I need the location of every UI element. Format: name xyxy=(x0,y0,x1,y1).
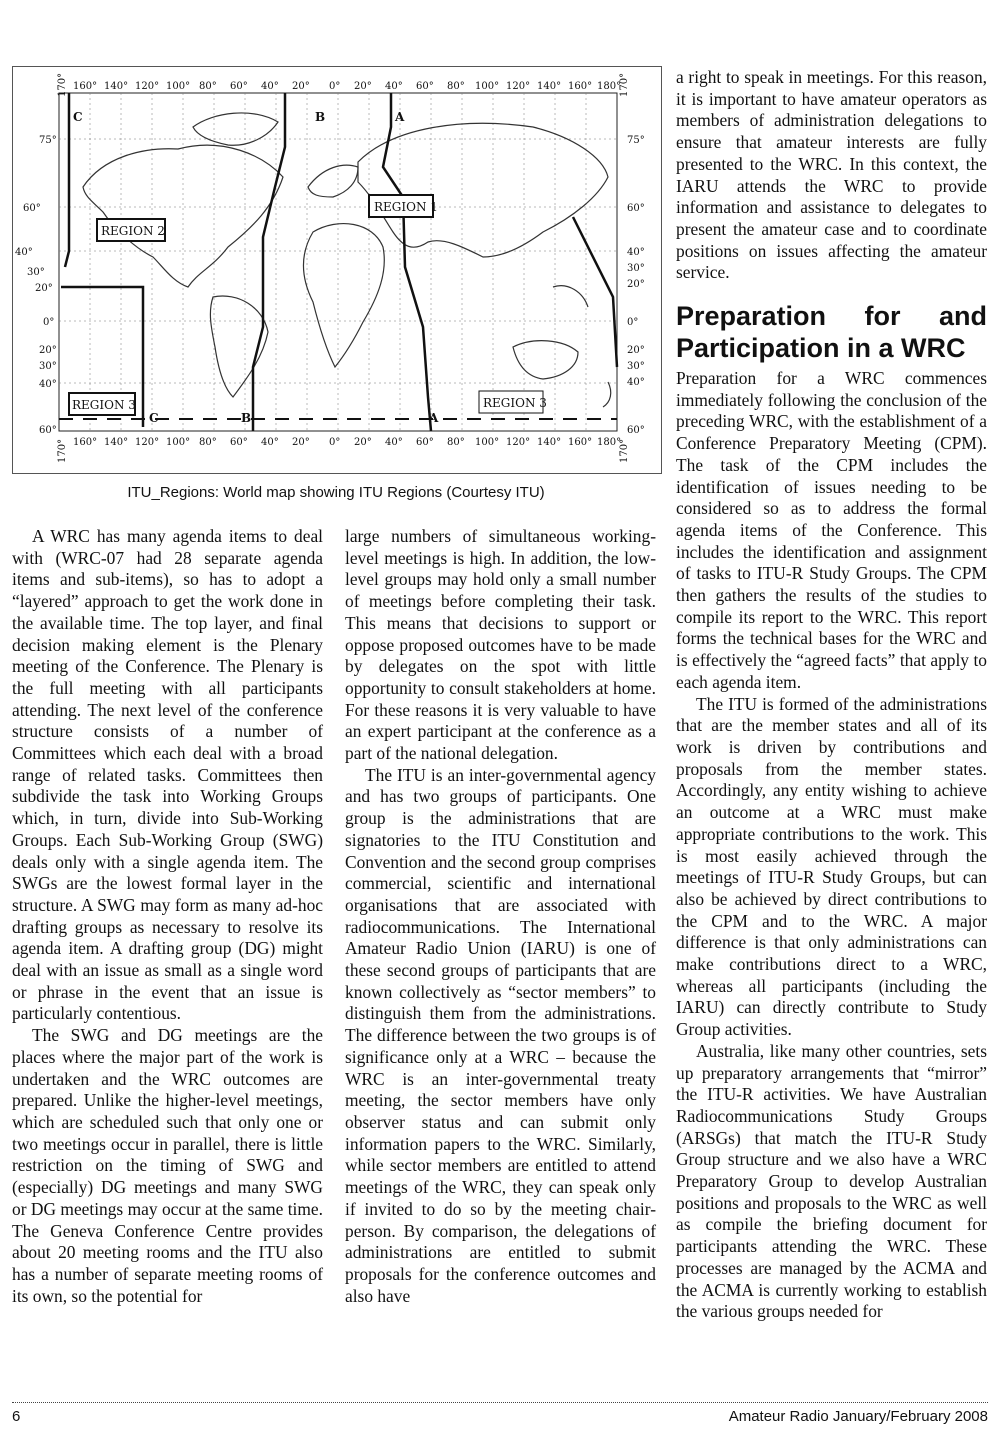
latitude-labels-right xyxy=(627,135,645,436)
latitude-labels-left xyxy=(15,135,57,436)
lon-top-label: 40° xyxy=(385,81,403,92)
zone-b-label: B xyxy=(241,411,252,425)
lon-bottom-label: 120° xyxy=(135,437,160,448)
lon-bottom-label: 140° xyxy=(537,437,562,448)
paragraph: Australia, like many other countries, sets up preparatory arrangements that “mirror” the ITU-R activities. We have Australian Radiocommunications Study Groups (ARSGs) that match the ITU-R Study Group structure and we also have a WRC Preparatory Group to develop Australian positions and proposals to the WRC as well as compile the briefing document for participants attending the WRC. These processes are managed by the ACMA and the ACMA is currently working to establish the various groups needed for xyxy=(676,1040,987,1322)
lon-bottom-label: 60° xyxy=(416,437,434,448)
continents xyxy=(83,113,611,407)
lon-top-label: 80° xyxy=(447,81,465,92)
longitude-labels-bottom xyxy=(73,437,621,448)
lon-bottom-label: 80° xyxy=(447,437,465,448)
lon-bottom-label: 100° xyxy=(166,437,191,448)
longitude-labels-top xyxy=(73,81,621,92)
lat-right-label: 0° xyxy=(627,317,639,328)
lat-right-label: 20° xyxy=(627,345,645,356)
text-column-3 xyxy=(676,67,987,1323)
lon-top-label: 120° xyxy=(506,81,531,92)
region-boundaries xyxy=(61,93,617,431)
lon-top-label: 160° xyxy=(73,81,98,92)
itu-regions-figure xyxy=(12,66,662,474)
lon-top-label: 20° xyxy=(354,81,372,92)
lat-left-label: 60° xyxy=(39,425,57,436)
lon-bottom-label: 40° xyxy=(261,437,279,448)
lon-bottom-label: 140° xyxy=(104,437,129,448)
lon-bottom-label: 20° xyxy=(292,437,310,448)
corner-170-label: 170° xyxy=(57,72,68,97)
lat-left-label: 40° xyxy=(39,379,57,390)
lat-right-label: 40° xyxy=(627,247,645,258)
paragraph: The ITU is formed of the administrations that are the member states and all of its work is driven by contributions and proposals from the member states. Accordingly, any entity wishing to achieve an outcome at a WRC must make appropriate contributions to the work. This is most easily achieved through the meetings of ITU-R Study Groups, but can also be achieved by direct contributions to the CPM and to the WRC. A major difference is that only administrations can make contributions direct to a WRC, whereas all participants (including the IARU) can directly contribute to Study Group activities. xyxy=(676,693,987,1040)
lon-bottom-label: 0° xyxy=(329,437,341,448)
lat-left-label: 30° xyxy=(27,267,45,278)
paragraph: A WRC has many agenda items to deal with (WRC-07 had 28 separate agenda items and sub-items), so has to adopt a “layered” approach to get the work done in the available time. The top layer, and final decision making element is the Plenary meeting of the Conference. The Plenary is the full meeting with all participants attending. The next level of the conference structure consists of a number of Committees which each deal with a broad range of related tasks. Committees then subdivide the task into Working Groups which, in turn, divide into Sub-Working Groups. Each Sub-Working Group (SWG) deals only with a single agenda item. The SWGs are the lowest formal layer in the structure. A SWG may form as many ad-hoc drafting groups as necessary to resolve its agenda item. A drafting group (DG) might deal with an issue as small as a single word or phrase in the event that an issue is particularly contentious. xyxy=(12,526,323,1024)
lat-right-label: 40° xyxy=(627,377,645,388)
lat-left-label: 40° xyxy=(15,247,33,258)
lon-top-label: 100° xyxy=(166,81,191,92)
lat-left-label: 20° xyxy=(39,345,57,356)
region-1-label: REGION 1 xyxy=(374,200,438,214)
lat-right-label: 60° xyxy=(627,425,645,436)
text-column-2 xyxy=(345,526,656,1307)
paragraph: The SWG and DG meetings are the places where the major part of the work is undertaken and the WRC outcomes are prepared. Unlike the higher-level meetings, which are scheduled such that only one or two meetings occur in parallel, there is little restriction on the timing of SWG and (especially) DG meetings and many SWG or DG meetings may occur at the same time. The Geneva Conference Centre provides about 20 meeting rooms and the ITU also has a number of separate meeting rooms of its own, so the potential for xyxy=(12,1025,323,1306)
zone-a-label: A xyxy=(429,411,439,425)
corner-170-label: 170° xyxy=(57,438,68,463)
corner-170-label: 170° xyxy=(619,438,630,463)
lat-right-label: 30° xyxy=(627,263,645,274)
lat-right-label: 60° xyxy=(627,203,645,214)
publication-title: Amateur Radio January/February 2008 xyxy=(728,1408,988,1425)
lat-left-label: 75° xyxy=(39,135,57,146)
zone-a-label: A xyxy=(395,110,405,124)
zone-b-label: B xyxy=(315,110,326,124)
corner-170-label: 170° xyxy=(619,72,630,97)
lon-top-label: 140° xyxy=(537,81,562,92)
region-3-label: REGION 3 xyxy=(483,396,547,410)
zone-c-label: C xyxy=(149,411,159,425)
lon-bottom-label: 160° xyxy=(73,437,98,448)
section-heading: Preparation for and Participation in a WRC xyxy=(676,301,987,364)
lon-top-label: 40° xyxy=(261,81,279,92)
lon-bottom-label: 160° xyxy=(568,437,593,448)
figure-caption: ITU_Regions: World map showing ITU Regions (Courtesy ITU) xyxy=(127,484,545,501)
region-2-label: REGION 2 xyxy=(101,224,165,238)
lon-bottom-label: 100° xyxy=(475,437,500,448)
text-column-1 xyxy=(12,526,323,1307)
paragraph: a right to speak in meetings. For this reason, it is important to have amateur operators as members of administration delegations to ensure that amateur interests are fully presented to the WRC. In this context, the IARU attends the WRC to provide information and assistance to delegates to present the amateur case and to coordinate positions on issues affecting the amateur service. xyxy=(676,67,987,283)
lon-top-label: 120° xyxy=(135,81,160,92)
lat-left-label: 20° xyxy=(35,283,53,294)
lat-right-label: 75° xyxy=(627,135,645,146)
lon-top-label: 160° xyxy=(568,81,593,92)
lon-top-label: 140° xyxy=(104,81,129,92)
lon-bottom-label: 20° xyxy=(354,437,372,448)
zone-c-label: C xyxy=(73,110,83,124)
world-map xyxy=(13,67,661,473)
lon-top-label: 20° xyxy=(292,81,310,92)
lon-bottom-label: 80° xyxy=(199,437,217,448)
lon-top-label: 100° xyxy=(475,81,500,92)
paragraph: Preparation for a WRC commences immediately following the conclusion of the preceding WRC, with the establishment of a Conference Preparatory Meeting (CPM). The task of the CPM includes the identification of issues needing to be considered so as to address the formal agenda items of the Conference. This includes the identification and assignment of tasks to ITU-R Study Groups. The CPM then gathers the results of the studies to compile its report to the WRC. This report forms the technical bases for the WRC and is effectively the “agreed facts” that apply to each agenda item. xyxy=(676,368,987,692)
lat-right-label: 20° xyxy=(627,279,645,290)
lon-bottom-label: 60° xyxy=(230,437,248,448)
paragraph: The ITU is an inter-governmental agency and has two groups of participants. One group is the administrations that are signatories to the ITU Constitution and Convention and the second group comprises commercial, scientific and international organisations that are associated with radiocommunications. The International Amateur Radio Union (IARU) is one of these second groups of participants that are known collectively as “sector members” to distinguish them from the administrations. The difference between the two groups is of significance only at a WRC – because the WRC is an inter-governmental treaty meeting, the sector members have only observer status and can submit only information papers to the WRC. Similarly, while sector members are entitled to attend meetings of the WRC, they can speak only if invited to do so by the meeting chair-person. By comparison, the delegations of administrations are entitled to submit proposals for the conference outcomes and also have xyxy=(345,764,656,1306)
lon-bottom-label: 40° xyxy=(385,437,403,448)
lon-top-label: 0° xyxy=(329,81,341,92)
lat-left-label: 0° xyxy=(43,317,55,328)
lon-bottom-label: 180° xyxy=(597,437,622,448)
lon-bottom-label: 120° xyxy=(506,437,531,448)
lon-top-label: 60° xyxy=(416,81,434,92)
region-labels xyxy=(69,195,547,415)
lon-top-label: 180° xyxy=(597,81,622,92)
lat-left-label: 30° xyxy=(39,361,57,372)
page-number: 6 xyxy=(12,1408,21,1425)
lon-top-label: 60° xyxy=(230,81,248,92)
lon-top-label: 80° xyxy=(199,81,217,92)
lat-left-label: 60° xyxy=(23,203,41,214)
lat-right-label: 30° xyxy=(627,361,645,372)
region-3-label: REGION 3 xyxy=(72,398,136,412)
footer-divider xyxy=(12,1402,988,1403)
paragraph: large numbers of simultaneous working-level meetings is high. In addition, the low-level groups may hold only a small number of meetings before completing their task. This means that decisions to support or oppose proposed outcomes have to be made by delegates on the spot with little opportunity to consult stakeholders at home. For these reasons it is very valuable to have an expert participant at the conference as a part of the national delegation. xyxy=(345,526,656,764)
